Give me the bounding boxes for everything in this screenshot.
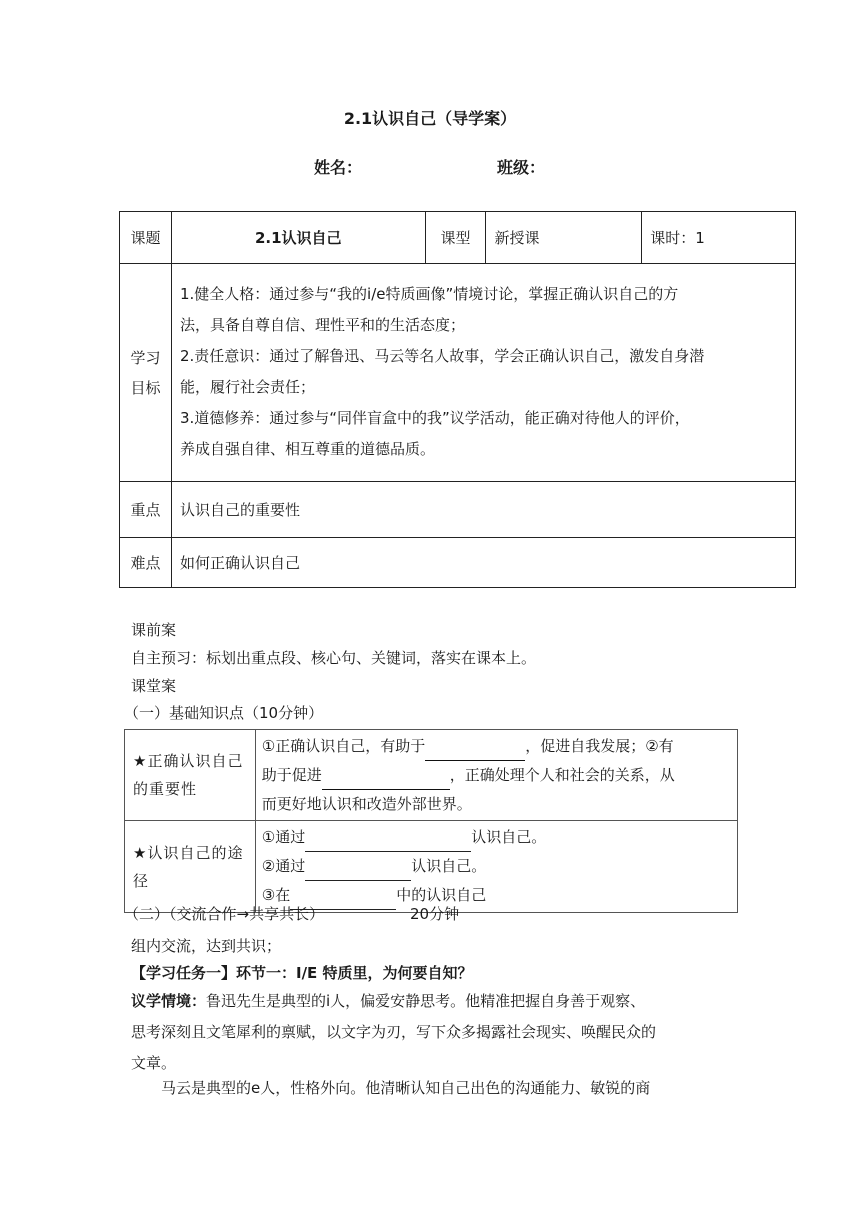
- text: 文章。: [131, 1054, 177, 1072]
- mayun-paragraph: 马云是典型的e人，性格外向。他清晰认知自己出色的沟通能力、敏锐的商: [161, 1079, 651, 1097]
- goals-label-line: 学习: [130, 348, 161, 367]
- goal-line: 能，履行社会责任；: [179, 377, 315, 396]
- approach-content: [255, 821, 737, 913]
- table-row: [125, 821, 738, 913]
- text: 助于促进: [261, 766, 322, 784]
- text: ，正确处理个人和社会的关系，从: [449, 766, 675, 784]
- text: 鲁迅先生是典型的i人，偏爱安静思考。他精准把握自身善于观察、: [206, 992, 646, 1010]
- knowledge-table: [124, 729, 738, 913]
- goal-line: 2.责任意识：通过了解鲁迅、马云等名人故事，学会正确认识自己，激发自身潜: [179, 346, 705, 365]
- in-class-heading: 课堂案: [131, 677, 177, 695]
- fill-blank[interactable]: [305, 852, 411, 881]
- page-title: 2.1认识自己（导学案）: [343, 109, 517, 128]
- text: 认识自己。: [471, 828, 547, 846]
- table-row: [120, 482, 796, 538]
- goal-line: 法，具备自尊自信、理性平和的生活态度；: [179, 315, 465, 334]
- goals-content: [171, 264, 795, 482]
- key-label: 重点: [120, 482, 172, 538]
- text: ②通过: [261, 857, 306, 875]
- period-value: 课时：1: [642, 212, 796, 264]
- text: 而更好地认识和改造外部世界。: [261, 795, 472, 813]
- type-label: 课型: [425, 212, 486, 264]
- goals-label: [120, 264, 172, 482]
- text: ，促进自我发展；②有: [525, 737, 674, 755]
- topic-value: 2.1认识自己: [171, 212, 425, 264]
- class-label: 班级：: [497, 158, 546, 177]
- fill-blank[interactable]: [305, 823, 471, 852]
- text: 思考深刻且文笔犀利的禀赋，以文字为刃，写下众多揭露社会现实、唤醒民众的: [131, 1023, 657, 1041]
- table-row: [125, 730, 738, 821]
- scenario-label: 议学情境：: [131, 992, 207, 1010]
- difficulty-label: 难点: [120, 538, 172, 588]
- goal-line: 3.道德修养：通过参与“同伴盲盒中的我”议学活动，能正确对待他人的评价，: [179, 408, 690, 427]
- text: 认识自己。: [411, 857, 487, 875]
- text: ③在: [261, 886, 291, 904]
- lesson-info-table: [119, 211, 796, 588]
- fill-blank[interactable]: [425, 732, 525, 761]
- table-row: [120, 264, 796, 482]
- importance-label: ★正确认识自己的重要性: [125, 730, 256, 821]
- text: 中的认识自己: [396, 886, 487, 904]
- goal-line: 养成自强自律、相互尊重的道德品质。: [179, 439, 435, 458]
- scenario-paragraph: [131, 986, 736, 1079]
- self-study-text: 自主预习：标划出重点段、核心句、关键词，落实在课本上。: [131, 649, 537, 667]
- group-discussion-text: 组内交流，达到共识；: [131, 937, 282, 955]
- section-basic-knowledge: （一）基础知识点（10分钟）: [124, 704, 324, 722]
- section-exchange-time: 20分钟: [410, 905, 460, 923]
- fill-blank[interactable]: [322, 761, 450, 790]
- key-text: 认识自己的重要性: [171, 482, 795, 538]
- table-row: [120, 212, 796, 264]
- goal-line: 1.健全人格：通过参与“我的i/e特质画像”情境讨论，掌握正确认识自己的方: [179, 284, 679, 303]
- difficulty-text: 如何正确认识自己: [171, 538, 795, 588]
- text: ①通过: [261, 828, 306, 846]
- task-one-title: 【学习任务一】环节一：I/E 特质里，为何要自知？: [131, 964, 473, 982]
- section-exchange: （二）（交流合作→共享共长）: [124, 905, 325, 923]
- importance-content: [255, 730, 737, 821]
- type-value: 新授课: [486, 212, 642, 264]
- text: ①正确认识自己，有助于: [261, 737, 426, 755]
- pre-class-heading: 课前案: [131, 621, 177, 639]
- approach-label: ★认识自己的途径: [125, 821, 256, 913]
- table-row: [120, 538, 796, 588]
- goals-label-line: 目标: [130, 378, 161, 397]
- name-label: 姓名：: [314, 158, 363, 177]
- topic-label: 课题: [120, 212, 172, 264]
